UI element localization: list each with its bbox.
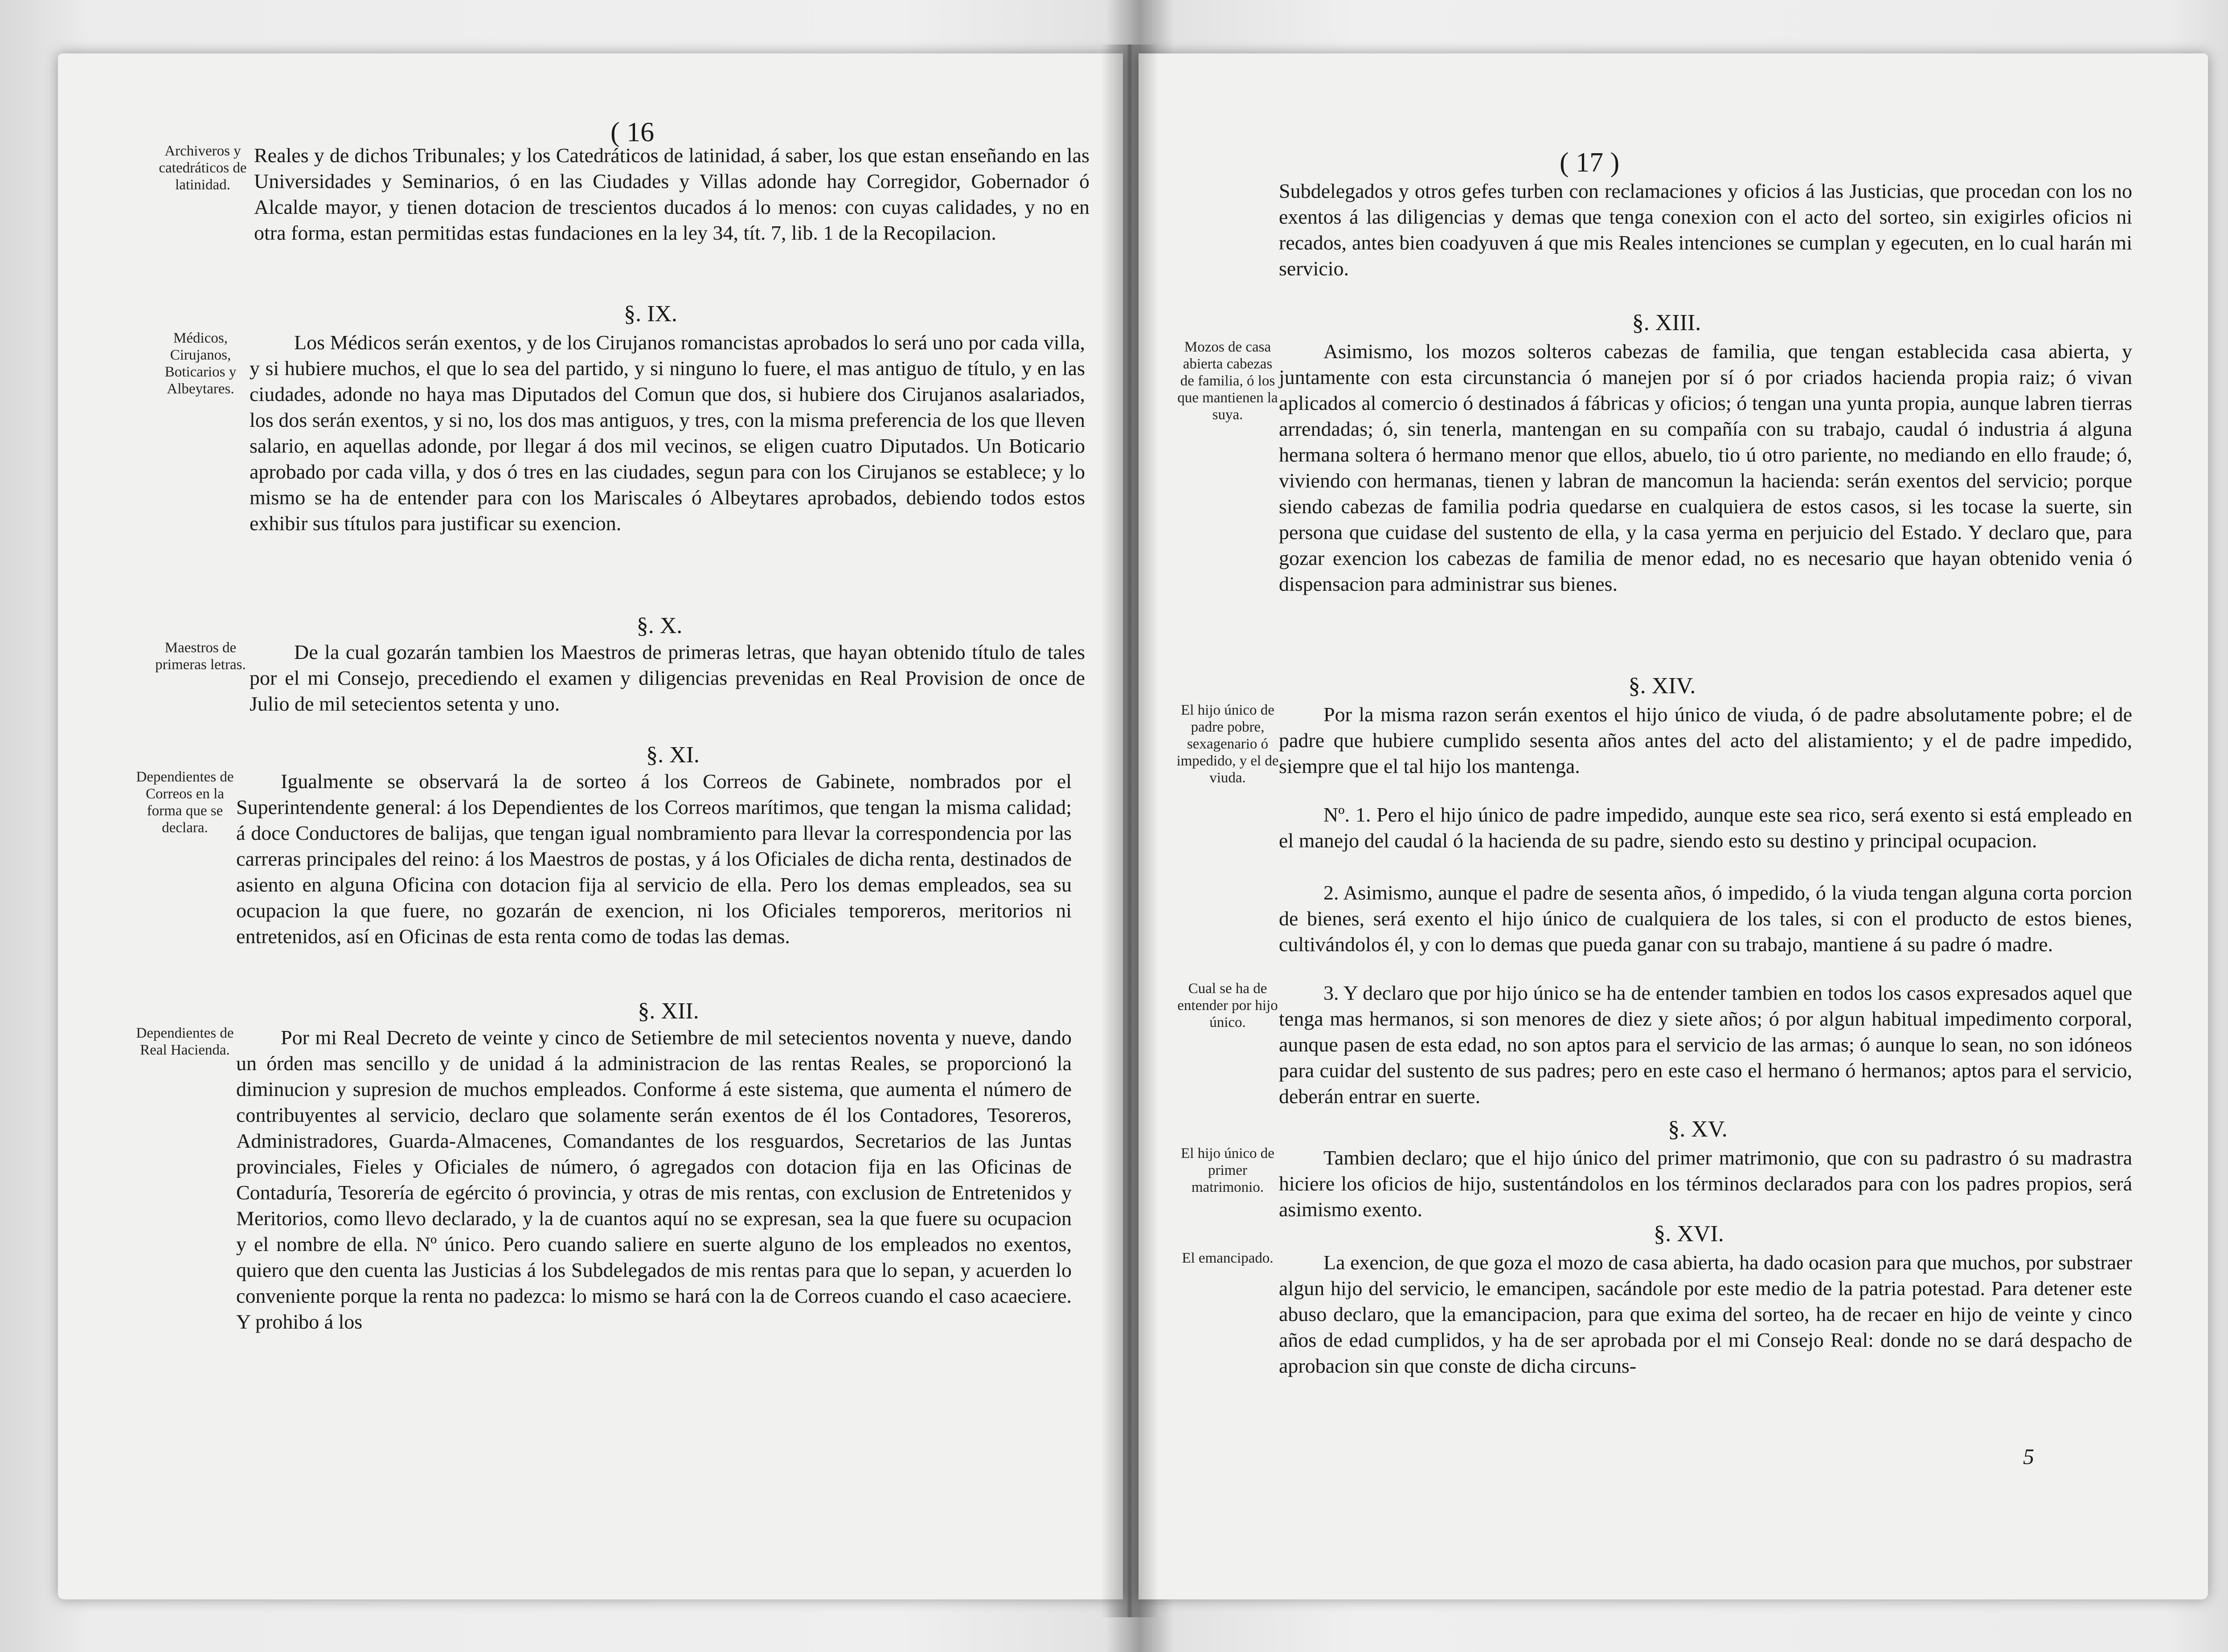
left-block-5	[134, 1025, 1072, 1335]
right-block-6	[1176, 980, 2132, 1109]
margin-note: Archiveros y catedráticos de latinidad.	[159, 143, 247, 193]
right-block-7	[1176, 1145, 2132, 1223]
section-heading: §. XVI.	[1654, 1221, 1724, 1247]
right-block-5	[1176, 880, 2132, 957]
paragraph: Subdelegados y otros gefes turben con reclamaciones y oficios á las Justicias, que procedan con los no exentos á las diligencias y demas que tenga conexion con el acto del sorteo, sin exigirles oficios ni recados, antes bien coadyuven á que mis Reales intenciones se cumplan y egecuten, en lo cual harán mi servicio.	[1279, 180, 2132, 280]
section-heading: §. IX.	[624, 301, 677, 327]
right-block-8	[1176, 1250, 2132, 1379]
book-gutter	[1101, 45, 1159, 1617]
margin-note: El emancipado.	[1182, 1250, 1274, 1266]
paragraph: Igualmente se observará la de sorteo á los Correos de Gabinete, nombrados por el Superintendente general: á los Dependientes de los Correos marítimos, que tengan la misma calidad; á doce Conductores de balijas, que tengan igual nombramiento para llevar la correspondencia por las carreras principales del reino: á los Maestros de postas, y á los Oficiales de dicha renta, destinados de asiento en alguna Oficina con dotacion fija al servicio de ella. Pero los demas empleados, sea su ocupacion la que fuere, no gozarán de exencion, ni los Oficiales temporeros, meritorios ni entretenidos, así en Oficinas de esta renta como de todas las demas.	[236, 770, 1072, 948]
margin-note: El hijo único de primer matrimonio.	[1181, 1145, 1274, 1195]
paragraph: Reales y de dichos Tribunales; y los Catedráticos de latinidad, á saber, los que estan enseñando en las Universidades y Seminarios, ó en las Ciudades y Villas adonde hay Corregidor, Gobernador ó Alcalde mayor, y tienen dotacion de trescientos ducados á lo menos: con cuyas calidades, y no en otra forma, estan permitidas estas fundaciones en la ley 34, tít. 7, lib. 1 de la Recopilacion.	[254, 144, 1089, 244]
margin-note: Dependientes de Correos en la forma que se declara.	[136, 769, 234, 836]
right-block-1	[1176, 178, 2132, 282]
paragraph: Asimismo, los mozos solteros cabezas de familia, que tengan establecida casa abierta, y juntamente con esta circunstancia ó manejen por sí ó por criados hacienda propia raiz; ó vivan aplicados al comercio ó destinados á fábricas y oficios; ó tengan una yunta propia, aunque labren tierras arrendadas; ó, sin tenerla, mantengan en su compañía con su trabajo, caudal ó industria á alguna hermana soltera ó hermano menor que ellos, abuelo, tio ú otro pariente, no mediando en ello fraude; ó, viviendo con hermanas, tienen y labran de mancomun la hacienda: serán exentos del servicio; porque siendo cabezas de familia podria quedarse en cualquiera de estos casos, si les tocase la suerte, sin persona que cuidase del sustento de ella, y la casa yerma en perjuicio del Estado. Y declaro que, para gozar exencion los cabezas de familia de menor edad, no es necesario que hayan obtenido venia ó dispensacion para administrar sus bienes.	[1279, 340, 2132, 595]
paragraph: La exencion, de que goza el mozo de casa abierta, ha dado ocasion para que muchos, por substraer algun hijo del servicio, le emancipen, sacándole por este medio de la patria potestad. Para detener este abuso declaro, que la emancipacion, para que exima del sorteo, ha de recaer en hijo de veinte y cinco años de edad cumplidos, y ha de ser aprobada por el mi Consejo Real: donde no se dará despacho de aprobacion sin que conste de dicha circuns-	[1279, 1251, 2132, 1377]
left-block-1	[152, 143, 1089, 246]
paragraph: 3. Y declaro que por hijo único se ha de entender tambien en todos los casos expresados aquel que tenga mas hermanos, si son menores de diez y siete años; ó por algun habitual impedimento corporal, aunque pasen de esta edad, no son aptos para el servicio de las armas; ó aunque lo sean, no son idóneos para cuidar del sustento de sus padres; pero en este caso el hermano ó hermanos; aptos para el servicio, deberán entrar en suerte.	[1279, 981, 2132, 1108]
margin-note: Médicos, Cirujanos, Boticarios y Albeytares.	[164, 330, 237, 397]
right-block-2	[1176, 339, 2132, 597]
paragraph: Por mi Real Decreto de veinte y cinco de Setiembre de mil setecientos noventa y nueve, dando un órden mas sencillo y de unidad á la administracion de las rentas Reales, se proporcionó la diminucion y supresion de muchos empleados. Conforme á este sistema, que aumenta el número de contribuyentes al servicio, declaro que solamente serán exentos de él los Contadores, Tesoreros, Administradores, Guarda-Almacenes, Comandantes de los resguardos, Secretarios de las Juntas provinciales, Fieles y Oficiales de número, ó agregados con dotacion fija en las Oficinas de Contaduría, Tesorería de egército ó provincia, y otras de mis rentas, con exclusion de Entretenidos y Meritorios, como llevo declarado, y la de cuantos aquí no se expresan, sea la que fuere su ocupacion y el nombre de ella. Nº único. Pero cuando saliere en suerte alguno de los empleados no exentos, quiero que den cuenta las Justicias á los Subdelegados de mis rentas para que lo sepan, y acuerden lo conveniente porque la renta no padezca: lo mismo se hará con la de Correos cuando el caso acaeciere. Y prohibo á los	[236, 1026, 1072, 1333]
section-heading: §. XI.	[646, 742, 700, 768]
margin-note: Mozos de casa abierta cabezas de familia, ó los que mantienen la suya.	[1177, 339, 1278, 423]
paragraph: De la cual gozarán tambien los Maestros de primeras letras, que hayan obtenido título de tales por el mi Consejo, precediendo el examen y diligencias prevenidas en Real Provision de once de Julio de mil setecientos setenta y uno.	[250, 641, 1085, 715]
margin-note: Maestros de primeras letras.	[155, 640, 246, 673]
margin-note: Dependientes de Real Hacienda.	[136, 1025, 234, 1058]
left-block-4	[134, 769, 1072, 949]
paragraph: 2. Asimismo, aunque el padre de sesenta años, ó impedido, ó la viuda tengan alguna corta porcion de bienes, será exento el hijo único de cualquiera de los tales, si con el producto de estos bienes, cultivándolos él, y con lo demas que pueda ganar con su trabajo, mantiene á su padre ó madre.	[1279, 881, 2132, 956]
paragraph: Tambien declaro; que el hijo único del primer matrimonio, que con su padrastro ó su madrastra hiciere los oficios de hijo, sustentándolos en los términos declarados para con los padres propios, será asimismo exento.	[1279, 1146, 2132, 1221]
page-number-left: ( 16	[610, 117, 655, 147]
paragraph: Por la misma razon serán exentos el hijo único de viuda, ó de padre absolutamente pobre; el de padre que hubiere cumplido sesenta años antes del acto del alistamiento; y el de padre impedido, siempre que el tal hijo los mantenga.	[1279, 703, 2132, 777]
paragraph: Los Médicos serán exentos, y de los Cirujanos romancistas aprobados lo será uno por cada villa, y si hubiere muchos, el que lo sea del partido, y si ninguno lo fuere, el mas antiguo de título, y en las ciudades, adonde no haya mas Diputados del Comun que dos, si hubiere dos Cirujanos asalariados, los dos serán exentos, y si no, los dos mas antiguos, y tres, con la misma preferencia de los que lleven salario, en aquellas adonde, por llegar á dos mil vecinos, se eligen cuatro Diputados. Un Boticario aprobado por cada villa, y dos ó tres en las ciudades, segun para con los Cirujanos se establece; y lo mismo se ha de entender para con los Mariscales ó Albeytares aprobados, debiendo todos estos exhibir sus títulos para justificar su exencion.	[250, 331, 1085, 535]
section-heading: §. X.	[636, 613, 683, 638]
margin-note: Cual se ha de entender por hijo único.	[1177, 981, 1278, 1030]
section-heading: §. XIV.	[1628, 673, 1696, 699]
right-block-4	[1176, 802, 2132, 854]
paragraph: Nº. 1. Pero el hijo único de padre impedido, aunque este sea rico, será exento si está empleado en el manejo del caudal ó la hacienda de su padre, siendo esto su destino y principal ocupacion.	[1279, 803, 2132, 852]
right-block-3	[1176, 702, 2132, 786]
page-number-right: ( 17 )	[1560, 147, 1620, 178]
margin-note: El hijo único de padre pobre, sexagenario ó impedido, y el de viuda.	[1176, 702, 1279, 786]
left-block-2	[152, 330, 1085, 536]
section-heading: §. XII.	[638, 998, 699, 1024]
section-heading: §. XV.	[1668, 1116, 1728, 1142]
left-block-3	[152, 639, 1085, 717]
section-heading: §. XIII.	[1632, 310, 1701, 335]
signature-mark: 5	[2023, 1444, 2034, 1469]
